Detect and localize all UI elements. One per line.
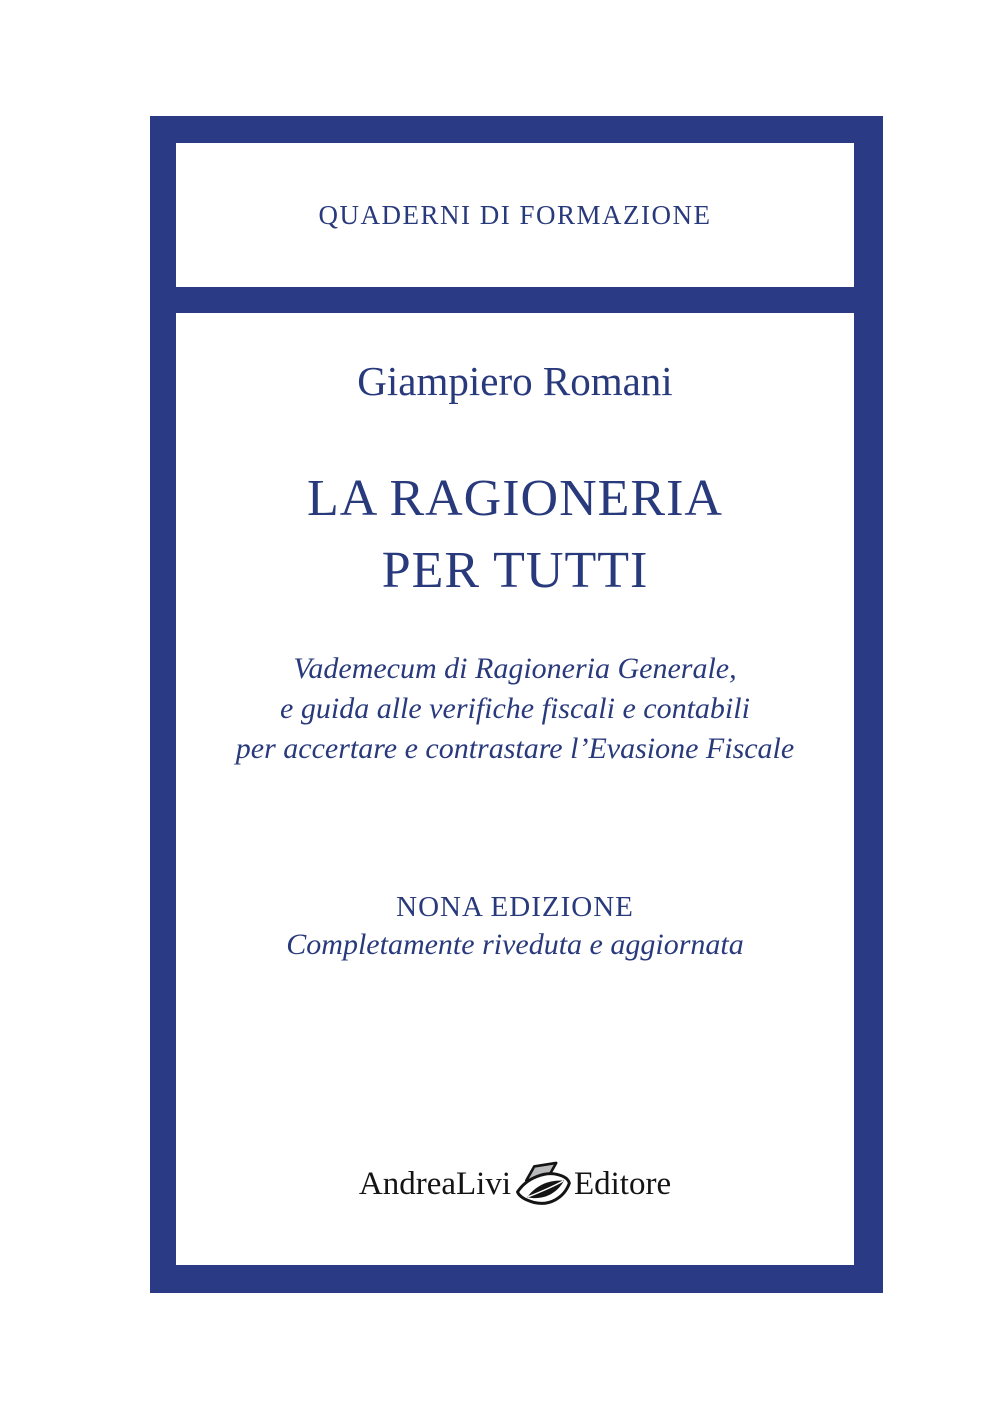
author-name: Giampiero Romani bbox=[357, 358, 673, 404]
book-subtitle-line-2: e guida alle verifiche fiscali e contabili bbox=[280, 692, 750, 725]
publisher-name-right: Editore bbox=[573, 1166, 672, 1202]
edition-label: NONA EDIZIONE bbox=[396, 891, 634, 923]
book-subtitle-line-3: per accertare e contrastare l’Evasione Fiscale bbox=[235, 732, 795, 765]
book-title bbox=[176, 463, 854, 607]
edition-note: Completamente riveduta e aggiornata bbox=[286, 928, 744, 961]
book-subtitle-line-1: Vademecum di Ragioneria Generale, bbox=[293, 652, 737, 685]
publisher-imprint bbox=[176, 1161, 854, 1208]
series-banner bbox=[176, 143, 854, 287]
book-title-line-2: PER TUTTI bbox=[381, 542, 649, 599]
series-title: QUADERNI DI FORMAZIONE bbox=[318, 199, 712, 230]
cover-frame bbox=[150, 116, 883, 1293]
publisher-name-left: AndreaLivi bbox=[358, 1166, 511, 1202]
book-title-line-1: LA RAGIONERIA bbox=[307, 470, 723, 527]
cover-main-panel bbox=[176, 313, 854, 1265]
book-subtitle bbox=[176, 649, 854, 769]
edition-block bbox=[176, 889, 854, 964]
quill-leaf-book-logo-icon bbox=[514, 1161, 572, 1208]
